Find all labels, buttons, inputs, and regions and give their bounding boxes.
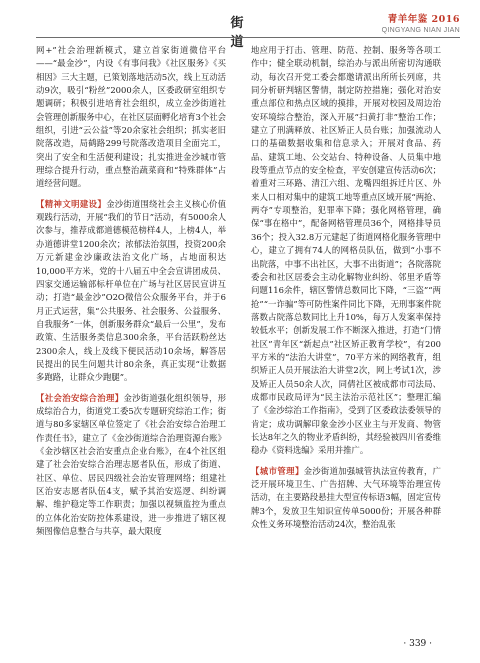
header-divider <box>36 37 460 38</box>
section-gap <box>36 385 226 392</box>
section-tag-public-security: 【社会治安综合治理】 <box>36 392 124 403</box>
intro-paragraph: 网+”社会治理新模式，建立首家街道微信平台——“最金沙”，内设《有事问我》《社区服务》《买相因》三大主题，已策划落地活动5次，线上互动活动9次，吸引“粉丝”2000余人，区委政研室组织专题调研；积极引进培育社会组织，成立金沙街道社会管理创新服务中心，在社区层面孵化培育3个社会组织，引进“云公益”等20余家社会组织；抓实老旧院落改造，局鹤路299号院落改造项目全面完工，突出了安全和生活便利建设；扎实推进金沙城市管理综合提升行动，重点整治蔬菜商和“特殊群体”占道经营问题。 <box>36 45 226 189</box>
section-tag-spiritual-civilization: 【精神文明建设】 <box>36 198 107 209</box>
yearbook-pinyin: QINGYANG NIAN JIAN <box>381 27 460 34</box>
page-number: · 339 · <box>403 639 432 649</box>
section-text-public-security: 金沙街道强化组织领导，形成综治合力，街道党工委5次专题研究综治工作；街道与80多家辖区单位签定了《社会治安综合治理工作责任书》，建立了《金沙街道综合治理资源台账》《金沙辖区社会治安重点企业台账》，在4个社区组建了社会治安综合治理志愿者队伍，形成了街道、社区、单位、居民四级社会治安管理网络；组建社区治安志愿者队伍4支，赋予其治安巡逻、纠纷调解、维护稳定等工作职责；加强以视频监控为重点的立体化治安防控体系建设，进一步推进了辖区视频图像信息整合与共享，最大限度 <box>36 392 227 537</box>
continued-paragraph: 地应用于打击、管理、防范、控制、服务等各项工作中；健全联动机制，综治办与派出所密切沟通联动，每次召开党工委会都邀请派出所所长列席，共同分析研判辖区警情，制定防控措施；强化对治安重点部位和热点区域的摸排，开展对校园及周边治安环境综合整治，深入开展“扫黄打非”整治工作；建立了刑满释放、社区矫正人员台账；加强流动人口的基础数据收集和信息录入；开展对食品、药品、建筑工地、公交站台、特种设备、人员集中地段等重点节点的安全检查，平安创建宣传活动6次；着重对三环路、清江六组、龙嘴四组拆迁片区、外来人口相对集中的建筑工地等重点区域开展“两抢、两夺”专项整治，犯罪率下降；强化网格管理，确保“事在格中”，配备网格管理员36个，网格排导员36个；投入32.8万元建起了街道网格化服务管理中心，建立了拥有74人的网格员队伍，做到“小事不出院落，中事不出社区，大事不出街道”；各院落院委会和社区居委会主动化解物业纠纷、邻里矛盾等问题116余件，辖区警情总数同比下降，“三盗”“两抢”“一诈骗”等可防性案件同比下降，无刑事案件院落数占院落总数同比上升10%，每万人发案率保持较低水平；创新发展工作不断深入推进，打造“门情社区”青年区“新起点”社区矫正教育学校”，有200平方米的“法治大讲堂”，70平方米的网络教育，组织矫正人员开展法治大讲堂2次，网上考试1次，涉及矫正人员50余人次，同倩社区被成都市司法局、成都市民政局评为“民主法治示范社区”；整理汇编了《金沙综治工作指南》，受到了区委政法委领导的肯定；成功调解印象金沙小区业主与开发商、物管长达8年之久的物业矛盾纠纷，其经验被四川省委维稳办《资料选编》采用并推广。 <box>251 45 441 456</box>
running-header-yearbook <box>382 9 460 34</box>
section-public-security <box>36 392 226 539</box>
left-column <box>36 44 226 538</box>
running-header-title: 街 道 <box>230 16 269 50</box>
section-urban-management <box>251 465 441 532</box>
yearbook-name: 青羊年鉴 2016 <box>387 14 460 25</box>
section-tag-urban-management: 【城市管理】 <box>251 465 304 476</box>
section-text-spiritual-civilization: 金沙街道围绕社会主义核心价值观践行活动，开展“我们的节日”活动，有5000余人次参与，推荐成都道德模范榜样4人，上榜4人，举办道德讲堂1200余次；浓郁法治氛围，投资200余万元新建金沙廉政法治文化广场，占地面积达10,000平方米，党的十八届五中全会宣讲团成员、四家交通运输部标杆单位在广场与社区居民宣讲互动；打造“最金沙”O2O微信公众服务平台，并于6月正式运营，集“公共服务、社会服务、公益服务、自我服务”一体，创新服务群众“最后一公里”，发布政策、生活服务类信息300余条，平台活跃粉丝达2300余人，线上及线下便民活动10余场，解答居民提出的民生问题共计80余条，真正实现“让数据多跑路，让群众少跑腿”。 <box>36 198 226 383</box>
section-spiritual-civilization <box>36 198 226 385</box>
right-column <box>251 44 441 531</box>
section-text-urban-management: 金沙街道加强城管执法宣传教育，广泛开展环境卫生、广告招牌、大气环境等治理宣传活动，在主要路段悬挂大型宣传标语3幅，固定宣传牌3个，发放卫生知识宣传单5000份；开展各种群众性义务环境整治活动24次，整治乱张 <box>251 465 441 530</box>
section-gap <box>36 191 226 198</box>
section-gap <box>251 458 441 465</box>
